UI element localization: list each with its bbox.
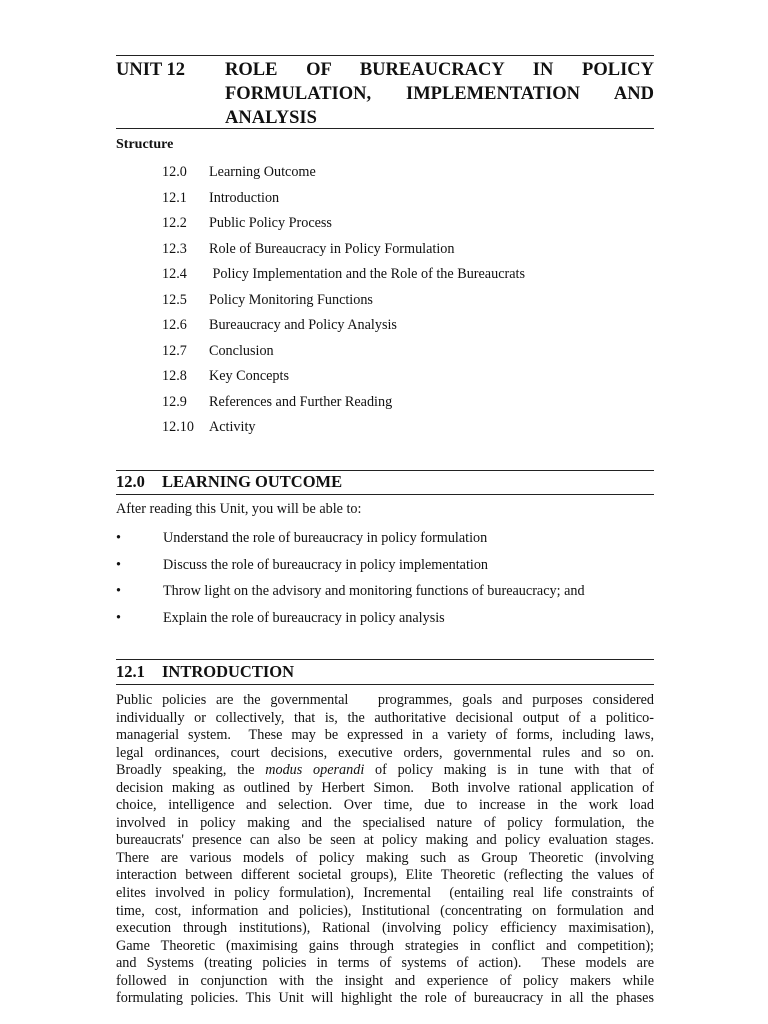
list-item: • Discuss the role of bureaucracy in policy implementation	[116, 556, 489, 573]
unit-number: UNIT 12	[116, 60, 186, 80]
unit-title	[225, 58, 654, 130]
section-rule	[116, 659, 654, 660]
top-rule	[116, 55, 654, 56]
structure-item: 12.0 Learning Outcome	[162, 164, 316, 180]
unit-title-line: FORMULATION, IMPLEMENTATION AND	[225, 84, 654, 104]
list-item: • Explain the role of bureaucracy in policy analysis	[116, 610, 445, 627]
structure-item: 12.2 Public Policy Process	[162, 215, 332, 231]
section-rule	[116, 684, 654, 685]
structure-list	[162, 162, 525, 443]
unit-title-line: ANALYSIS	[225, 108, 317, 128]
section-rule	[116, 470, 654, 471]
structure-item: 12.9 References and Further Reading	[162, 393, 393, 410]
structure-item: 12.6 Bureaucracy and Policy Analysis	[162, 317, 397, 333]
bullet-icon: •	[116, 556, 121, 573]
section-heading-introduction: 12.1 INTRODUCTION	[116, 662, 295, 681]
introduction-paragraph: Public policies are the governmental programmes, goals and purposes considered individually or collectively, that is, the authoritative decisional output of a politico- managerial system. These may be expressed in a variety of forms, including laws, legal ordinances, court decisions, executive orders, governmental rules and so on. Broadly speaking, the modus operandi of policy making is in tune with that of decision making as outlined by Herbert Simon. Both involve rational application of choice, intelligence and selection. Over time, due to increase in the work load involved in policy making and the specialised nature of policy formulation, the bureaucrats' presence can also be seen at policy making and policy evaluation stages. There are various models of policy making such as Group Theoretic (involving interaction between different societal groups), Elite Theoretic (reflecting the values of elites involved in policy formulation), Incremental (entailing real life constraints of time, cost, information and policies), Institutional (concentrating on formulation and execution through institutions), Rational (involving policy efficiency maximisation), Game Theoretic (maximising gains through strategies in conflict and competition); and Systems (treating policies in terms of systems of action). These models are followed in conjunction with the insight and experience of policy makers while formulating policies. This Unit will highlight the role of bureaucracy in all the phases	[116, 692, 655, 1007]
section-rule	[116, 494, 654, 495]
list-item: • Throw light on the advisory and monitoring functions of bureaucracy; and	[116, 583, 585, 600]
structure-item: 12.7 Conclusion	[162, 342, 274, 359]
bullet-icon: •	[116, 583, 121, 600]
structure-label: Structure	[116, 137, 174, 152]
paragraph-line-with-emphasis: Broadly speaking, the modus operandi of policy making is in tune with that of	[116, 762, 655, 779]
structure-item: 12.8 Key Concepts	[162, 368, 289, 384]
structure-item: 12.4 Policy Implementation and the Role of the Bureaucrats	[162, 266, 525, 282]
list-item: • Understand the role of bureaucracy in policy formulation	[116, 530, 488, 546]
structure-item: 12.10 Activity	[162, 419, 256, 435]
structure-item: 12.1 Introduction	[162, 189, 280, 206]
learning-outcome-lead: After reading this Unit, you will be able to:	[116, 501, 362, 517]
structure-item: 12.5 Policy Monitoring Functions	[162, 291, 373, 308]
bullet-icon: •	[116, 530, 121, 546]
structure-item: 12.3 Role of Bureaucracy in Policy Formulation	[162, 240, 455, 257]
unit-title-line: ROLE OF BUREAUCRACY IN POLICY	[225, 60, 654, 80]
section-heading-learning-outcome: 12.0 LEARNING OUTCOME	[116, 472, 343, 491]
bullet-icon: •	[116, 610, 121, 627]
learning-outcome-list	[116, 528, 585, 635]
title-bottom-rule	[116, 128, 654, 129]
